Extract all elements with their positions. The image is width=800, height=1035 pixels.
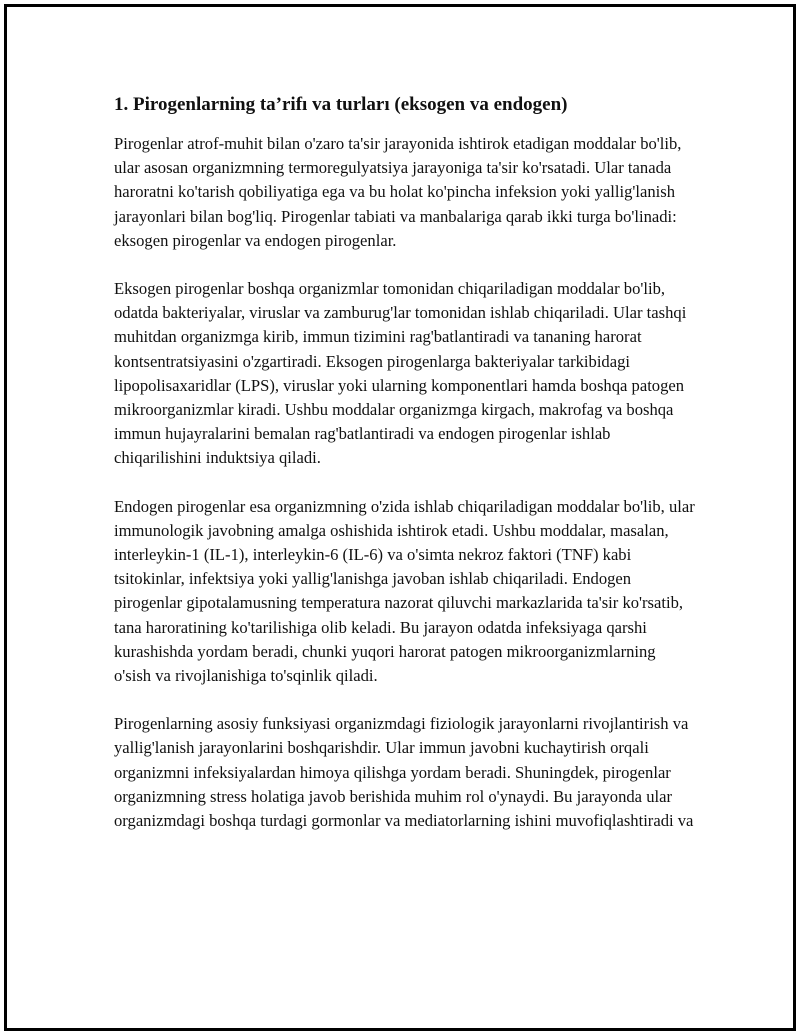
paragraph-endogenous: Endogen pirogenlar esa organizmning o'zida ishlab chiqariladigan moddalar bo'lib, ular immunologik javobning amalga oshishida ishtirok etadi. Ushbu moddalar, masalan, interleykin-1 (IL-1), interleykin-6 (IL-6) va o'simta nekroz faktori (TNF) kabi tsitokinlar, infektsiya yoki yallig'lanishga javoban ishlab chiqariladi. Endogen pirogenlar gipotalamusning temperatura nazorat qiluvchi markazlarida ta'sir ko'rsatib, tana haroratining ko'tarilishiga olib keladi. Bu jarayon odatda infeksiyaga qarshi kurashishda yordam beradi, chunki yuqori harorat patogen mikroorganizmlarning o'sish va rivojlanishiga to'sqinlik qiladi. (114, 496, 695, 686)
paragraph-definition: Pirogenlar atrof-muhit bilan o'zaro ta'sir jarayonida ishtirok etadigan moddalar bo'lib, ular asosan organizmning termoregulyatsiya jarayoniga ta'sir ko'rsatadi. Ular tanada haroratni ko'tarish qobiliyatiga ega va bu holat ko'pincha infeksion yoki yallig'lanish jarayonlari bilan bog'liq. Pirogenlar tabiati va manbalariga qarab ikki turga bo'linadi: eksogen pirogenlar va endogen pirogenlar. (114, 134, 682, 250)
paragraph-function: Pirogenlarning asosiy funksiyasi organizmdagi fiziologik jarayonlarni rivojlantirish va yallig'lanish jarayonlarini boshqarishdir. Ular immun javobni kuchaytirish orqali organizmni infeksiyalardan himoya qilishga yordam beradi. Shuningdek, pirogenlar organizmning stress holatiga javob berishida muhim rol o'ynaydi. Bu jarayonda ular organizmdagi boshqa turdagi gormonlar va mediatorlarning ishini muvofiqlashtiradi va (114, 714, 694, 831)
paragraph-exogenous: Eksogen pirogenlar boshqa organizmlar tomonidan chiqariladigan moddalar bo'lib, odatda bakteriyalar, viruslar va zamburug'lar tomonidan ishlab chiqariladi. Ular tashqi muhitdan organizmga kirib, immun tizimini rag'batlantiradi va tananing harorat kontsentratsiyasini o'zgartiradi. Eksogen pirogenlarga bakteriyalar tarkibidagi lipopolisaxaridlar (LPS), viruslar yoki ularning komponentlari hamda boshqa patogen mikroorganizmlar kiradi. Ushbu moddalar organizmga kirgach, makrofag va boshqa immun hujayralarini bemalan rag'batlantiradi va endogen pirogenlar ishlab chiqarilishini induktsiya qiladi. (114, 279, 687, 468)
document-body (114, 92, 696, 857)
section-heading: 1. Pirogenlarning ta’rifı va turları (eksogen va endogen) (114, 94, 568, 115)
